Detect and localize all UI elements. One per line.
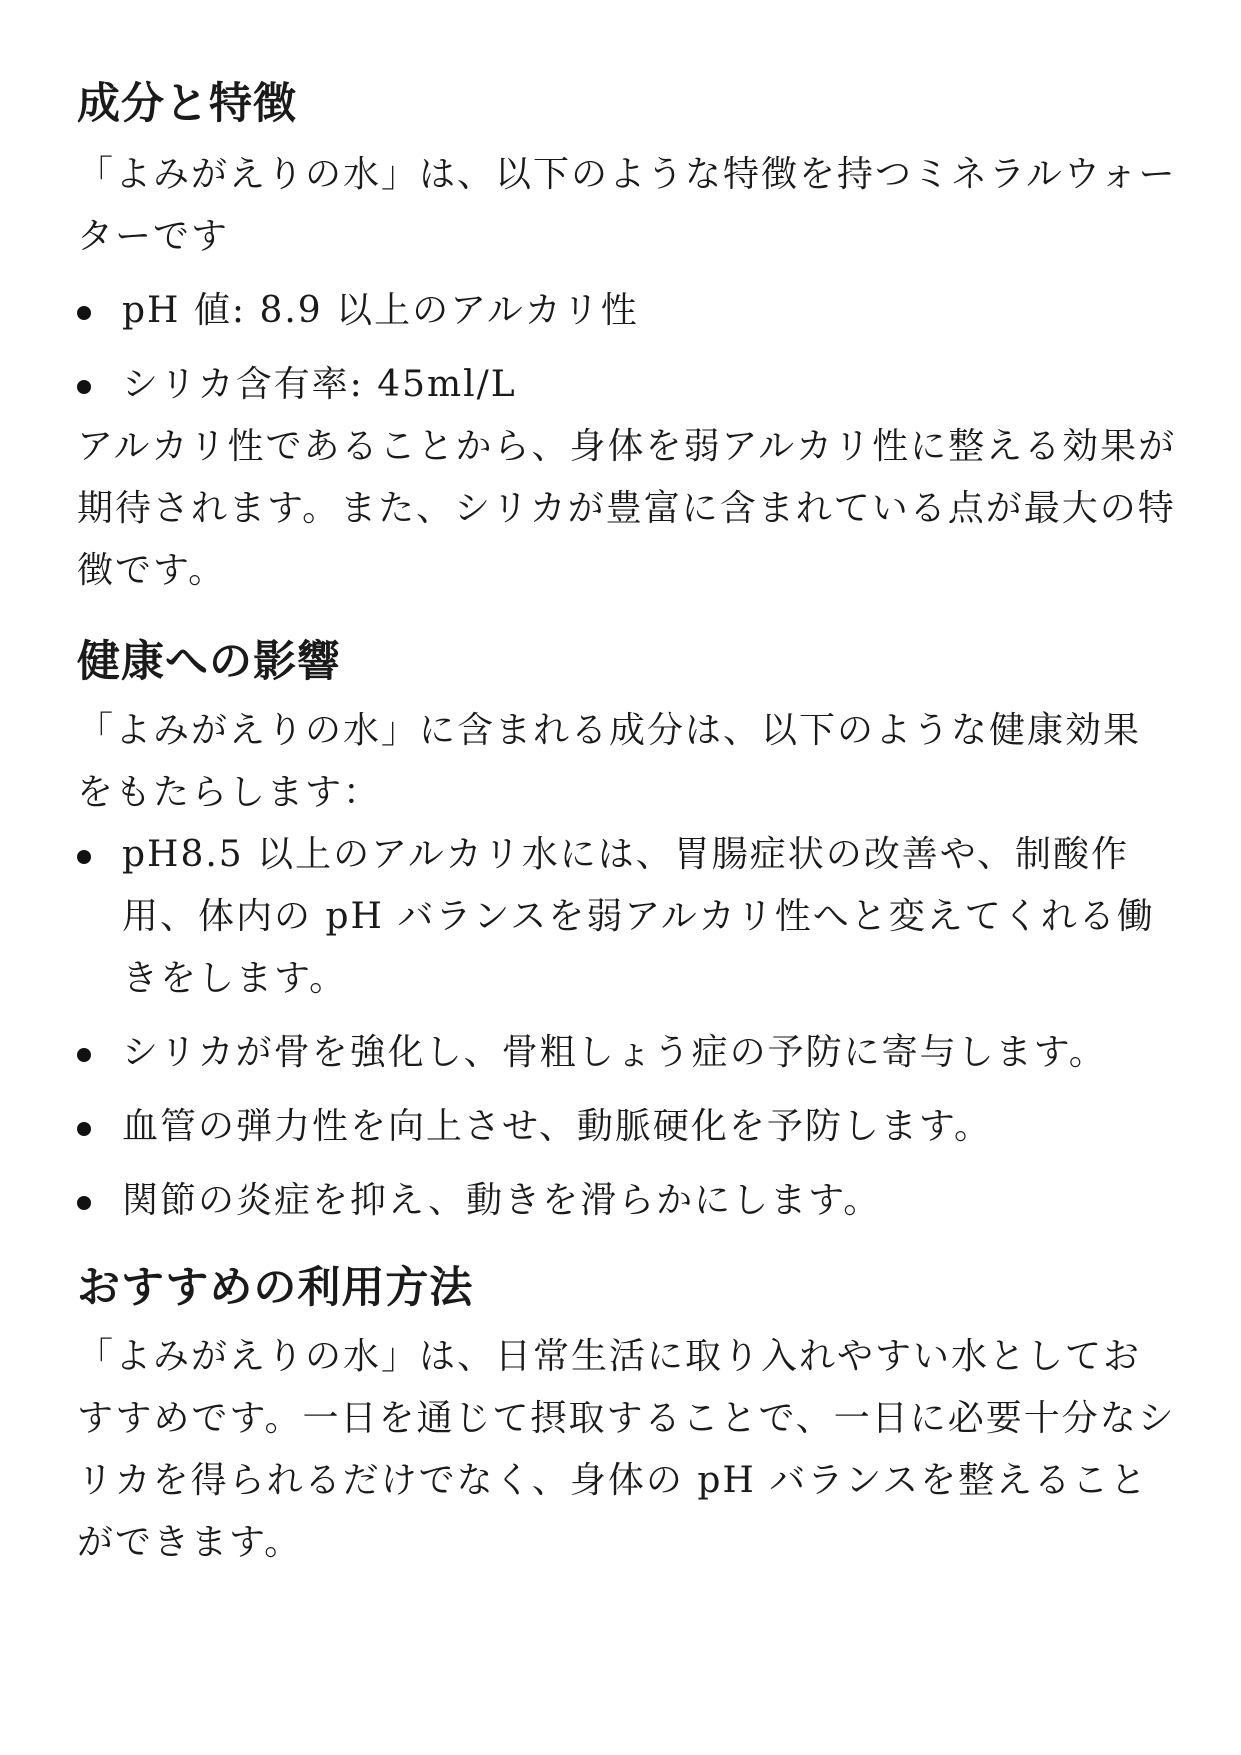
bullet-dot-icon — [77, 380, 91, 394]
bullet-dot-icon — [77, 1196, 91, 1210]
bullet-dot-icon — [77, 850, 91, 864]
list-item-text: シリカが骨を強化し、骨粗しょう症の予防に寄与します。 — [122, 1032, 1107, 1073]
bullet-dot-icon — [77, 1122, 91, 1136]
list-item — [77, 824, 1177, 1010]
list-item — [77, 354, 1177, 416]
bullet-dot-icon — [77, 306, 91, 320]
ingredients-paragraph: アルカリ性であることから、身体を弱アルカリ性に整える効果が期待されます。また、シリカが豊富に含まれている点が最大の特徴です。 — [77, 426, 1177, 591]
ingredients-list — [77, 280, 1177, 416]
usage-paragraph: 「よみがえりの水」は、日常生活に取り入れやすい水としておすすめです。一日を通じて摂取することで、一日に必要十分なシリカを得られるだけでなく、身体の pH バランスを整えることができます。 — [77, 1336, 1176, 1563]
health-effects-list — [77, 824, 1177, 1232]
bullet-dot-icon — [77, 1048, 91, 1062]
list-item-text: pH8.5 以上のアルカリ水には、胃腸症状の改善や、制酸作用、体内の pH バランスを弱アルカリ性へと変えてくれる働きをします。 — [122, 834, 1155, 999]
document-page — [77, 70, 1177, 1574]
ingredients-intro-text: 「よみがえりの水」は、以下のような特徴を持つミネラルウォーターです — [77, 154, 1177, 257]
list-item — [77, 1096, 1177, 1158]
list-item-text: 関節の炎症を抑え、動きを滑らかにします。 — [122, 1180, 882, 1221]
list-item-text: pH 値: 8.9 以上のアルカリ性 — [122, 290, 639, 331]
list-item — [77, 1022, 1177, 1084]
list-item — [77, 280, 1177, 342]
list-item-text: 血管の弾力性を向上させ、動脈硬化を予防します。 — [122, 1106, 993, 1147]
section-heading-health: 健康への影響 — [77, 637, 341, 687]
list-item — [77, 1170, 1177, 1232]
health-intro-text: 「よみがえりの水」に含まれる成分は、以下のような健康効果をもたらします： — [77, 710, 1142, 813]
list-item-text: シリカ含有率: 45ml/L — [122, 364, 517, 405]
section-heading-ingredients: 成分と特徴 — [77, 79, 297, 129]
section-heading-usage: おすすめの利用方法 — [77, 1263, 474, 1313]
